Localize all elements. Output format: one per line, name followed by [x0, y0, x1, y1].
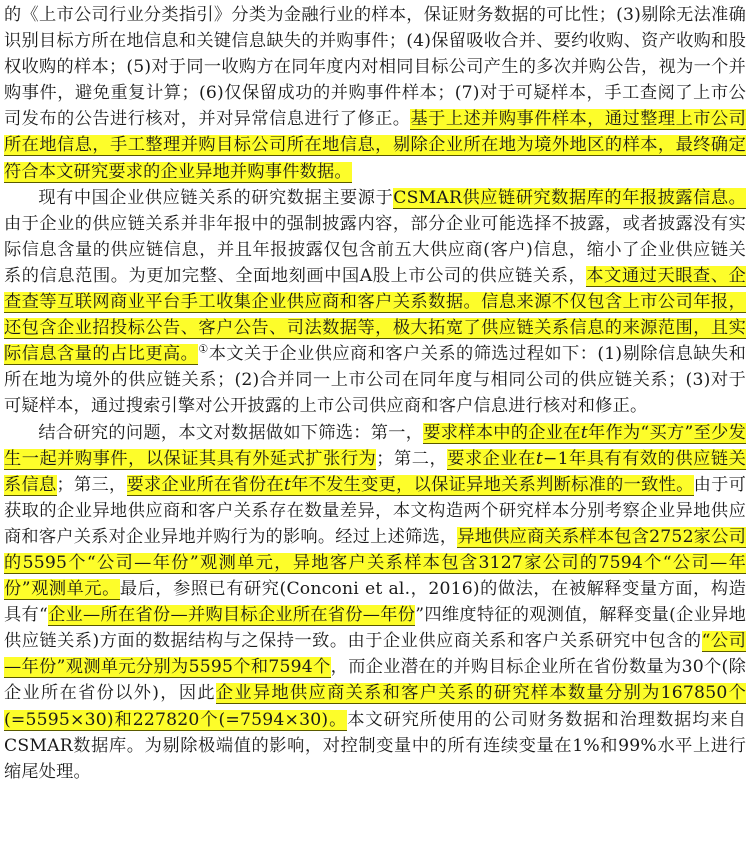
body-text: 结合研究的问题，本文对数据做如下筛选：第一， — [38, 422, 424, 443]
document-body — [4, 2, 746, 785]
body-text: 现有中国企业供应链关系的研究数据主要源于 — [38, 187, 394, 208]
paragraph — [4, 2, 746, 185]
body-text: ，而企业潜在的并购目标企业所在省份数量为30个(除企业所在省份以外)，因此 — [4, 657, 747, 704]
highlighted-text: CSMAR供应链研究数据库的年报披露信息。 — [393, 187, 746, 208]
highlighted-text: t — [535, 448, 543, 469]
body-text: 由于企业的供应链关系并非年报中的强制披露内容，部分企业可能选择不披露，或者披露没有实际信息含量的供应链信息，并且年报披露仅包含前五大供应商(客户)信息，缩小了企业供应链关系的信息范围。为更加完整、全面地刻画中国A股上市公司的供应链关系， — [4, 213, 746, 286]
body-text: 最后，参照已有研究(Conconi et al.，2016)的做法，在被解释变量方面，构造具有“ — [4, 579, 747, 626]
body-text: ；第二， — [376, 448, 448, 469]
body-text: 由于可获取的企业异地供应商和客户关系存在数量差异，本文构造两个研究样本分别考察企业异地供应商和客户关系对企业异地并购行为的影响。经过上述筛选， — [4, 474, 746, 547]
highlighted-text: 企业异地供应商关系和客户关系的研究样本数量分别为167850个(=5595×30)和227820个(=7594×30)。 — [4, 683, 746, 730]
body-text: 本文研究所使用的公司财务数据和治理数据均来自CSMAR数据库。为剔除极端值的影响，对控制变量中的所有连续变量在1%和99%水平上进行缩尾处理。 — [4, 709, 747, 782]
highlighted-text: 要求样本中的企业在 — [423, 422, 581, 443]
paragraph — [4, 185, 746, 420]
highlighted-text: 年作为“买方”至少发生一起并购事件，以保证其具有外延式扩张行为 — [4, 422, 746, 469]
body-text: 本文关于企业供应商和客户关系的筛选过程如下：(1)剔除信息缺失和所在地为境外的供应链关系；(2)合并同一上市公司在同年度与相同公司的供应链关系；(3)对于可疑样本，通过搜索引擎对公开披露的上市公司供应商和客户信息进行核对和修正。 — [4, 344, 747, 417]
highlighted-text: 要求企业所在省份在 — [126, 474, 284, 495]
highlighted-text: 基于上述并购事件样本，通过整理上市公司所在地信息，手工整理并购目标公司所在地信息，剔除企业所在地为境外地区的样本，最终确定符合本文研究要求的企业异地并购事件数据。 — [4, 109, 746, 182]
highlighted-text: 企业—所在省份—并购目标企业所在省份—年份 — [47, 605, 416, 626]
highlighted-text: 本文通过天眼查、企查查等互联网商业平台手工收集企业供应商和客户关系数据。信息来源不仅包含上市公司年报，还包含企业招投标公告、客户公告、司法数据等，极大拓宽了供应链关系信息的来源范围，且实际信息含量的占比更高。 — [4, 265, 747, 365]
highlighted-text: “公司—年份”观测单元分别为5595个和7594个 — [4, 631, 747, 678]
highlighted-text: 年不发生变更，以保证异地关系判断标准的一致性。 — [291, 474, 694, 495]
body-text: ”四维度特征的观测值，解释变量(企业异地供应链关系)方面的数据结构与之保持一致。由于企业供应商关系和客户关系研究中包含的 — [4, 605, 747, 652]
highlighted-text: 异地供应商关系样本包含2752家公司的5595个“公司—年份”观测单元，异地客户关系样本包含3127家公司的7594个“公司—年份”观测单元。 — [4, 526, 747, 600]
highlighted-text: −1年具有有效的供应链关系信息 — [4, 448, 746, 495]
footnote-marker: ① — [198, 342, 209, 356]
body-text: 的《上市公司行业分类指引》分类为金融行业的样本，保证财务数据的可比性；(3)剔除无法准确识别目标方所在地信息和关键信息缺失的并购事件；(4)保留吸收合并、要约收购、资产收购和股权收购的样本；(5)对于同一收购方在同年度内对相同目标公司产生的多次并购公告，视为一个并购事件，避免重复计算；(6)仅保留成功的并购事件样本；(7)对于可疑样本，手工查阅了上市公司发布的公告进行核对，并对异常信息进行了修正。 — [4, 5, 746, 130]
highlighted-text: 要求企业在 — [447, 448, 536, 469]
highlighted-text: t — [580, 422, 588, 443]
body-text: ；第三， — [56, 474, 127, 495]
highlighted-text: t — [283, 474, 292, 495]
paragraph — [4, 420, 746, 785]
